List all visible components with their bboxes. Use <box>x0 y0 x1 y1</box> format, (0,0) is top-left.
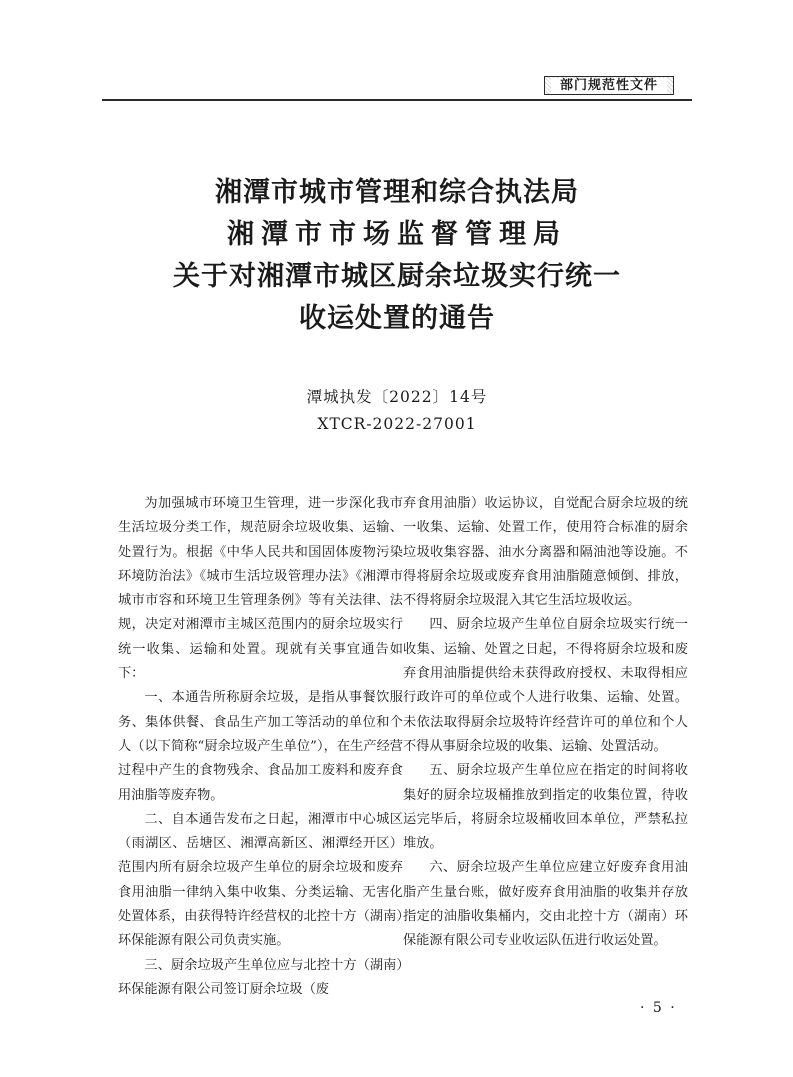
document-number-block <box>102 384 692 438</box>
title-line: 关于对湘潭市城区厨余垃圾实行统一 <box>173 261 621 292</box>
header-rule <box>102 99 692 101</box>
title-line: 湘潭市城市管理和综合执法局 <box>215 177 579 208</box>
title-line: 收运处置的通告 <box>299 303 495 334</box>
paragraph: 五、厨余垃圾产生单位应在指定的时间将收集好的厨余垃圾桶推放到指定的收集位置，待收运完毕后，将厨余垃圾桶收回本单位，严禁私拉堆放。 <box>403 763 688 852</box>
title-line: 湘潭市市场监督管理局 <box>227 219 567 250</box>
paragraph: 为加强城市环境卫生管理，进一步深化我市生活垃圾分类工作，规范厨余垃圾收集、运输、处置行为。根据《中华人民共和国固体废物污染环境防治法》《城市生活垃圾管理办法》《湘潭市城市市容和环境卫生管理条例》等有关法律、法规，决定对湘潭市主城区范围内的厨余垃圾实行统一收集、运输和处置。现就有关事宜通告如下： <box>118 496 403 682</box>
section-tag-label: 部门规范性文件 <box>551 78 667 94</box>
paragraph: 四、厨余垃圾产生单位自厨余垃圾实行统一收集、运输、处置之日起，不得将厨余垃圾和废弃食用油脂提供给未获得政府授权、未取得相应行政许可的单位或个人进行收集、运输、处置。未依法取得厨余垃圾特许经营许可的单位和个人不得从事厨余垃圾的收集、运输、处置活动。 <box>403 617 688 754</box>
left-column <box>118 492 403 1002</box>
page-number: · 5 · <box>640 1000 677 1016</box>
paragraph: 弃食用油脂）收运协议，自觉配合厨余垃圾的统一收集、运输、处置工作，使用符合标准的厨余垃圾收集容器、油水分离器和隔油池等设施。不得将厨余垃圾或废弃食用油脂随意倾倒、排放，不得将厨余垃圾混入其它生活垃圾收运。 <box>403 496 688 609</box>
document-code: XTCR-2022-27001 <box>317 415 477 433</box>
section-tag <box>544 76 674 95</box>
paragraph: 一、本通告所称厨余垃圾，是指从事餐饮服务、集体供餐、食品生产加工等活动的单位和个人（以下简称“厨余垃圾产生单位”），在生产经营过程中产生的食物残余、食品加工废料和废弃食用油脂等废弃物。 <box>118 690 403 803</box>
paragraph: 二、自本通告发布之日起，湘潭市中心城区（雨湖区、岳塘区、湘潭高新区、湘潭经开区）范围内所有厨余垃圾产生单位的厨余垃圾和废弃食用油脂一律纳入集中收集、分类运输、无害化处置体系，由获得特许经营权的北控十方（湖南）环保能源有限公司负责实施。 <box>118 811 403 949</box>
paragraph: 三、厨余垃圾产生单位应与北控十方（湖南）环保能源有限公司签订厨余垃圾（废 <box>118 957 403 997</box>
paragraph: 六、厨余垃圾产生单位应建立好废弃食用油脂产生量台账，做好废弃食用油脂的收集并存放指定的油脂收集桶内，交由北控十方（湖南）环保能源有限公司专业收运队伍进行收运处置。 <box>403 860 688 949</box>
document-title <box>102 172 692 340</box>
document-number: 潭城执发〔2022〕14号 <box>306 388 488 406</box>
right-column <box>403 492 688 954</box>
